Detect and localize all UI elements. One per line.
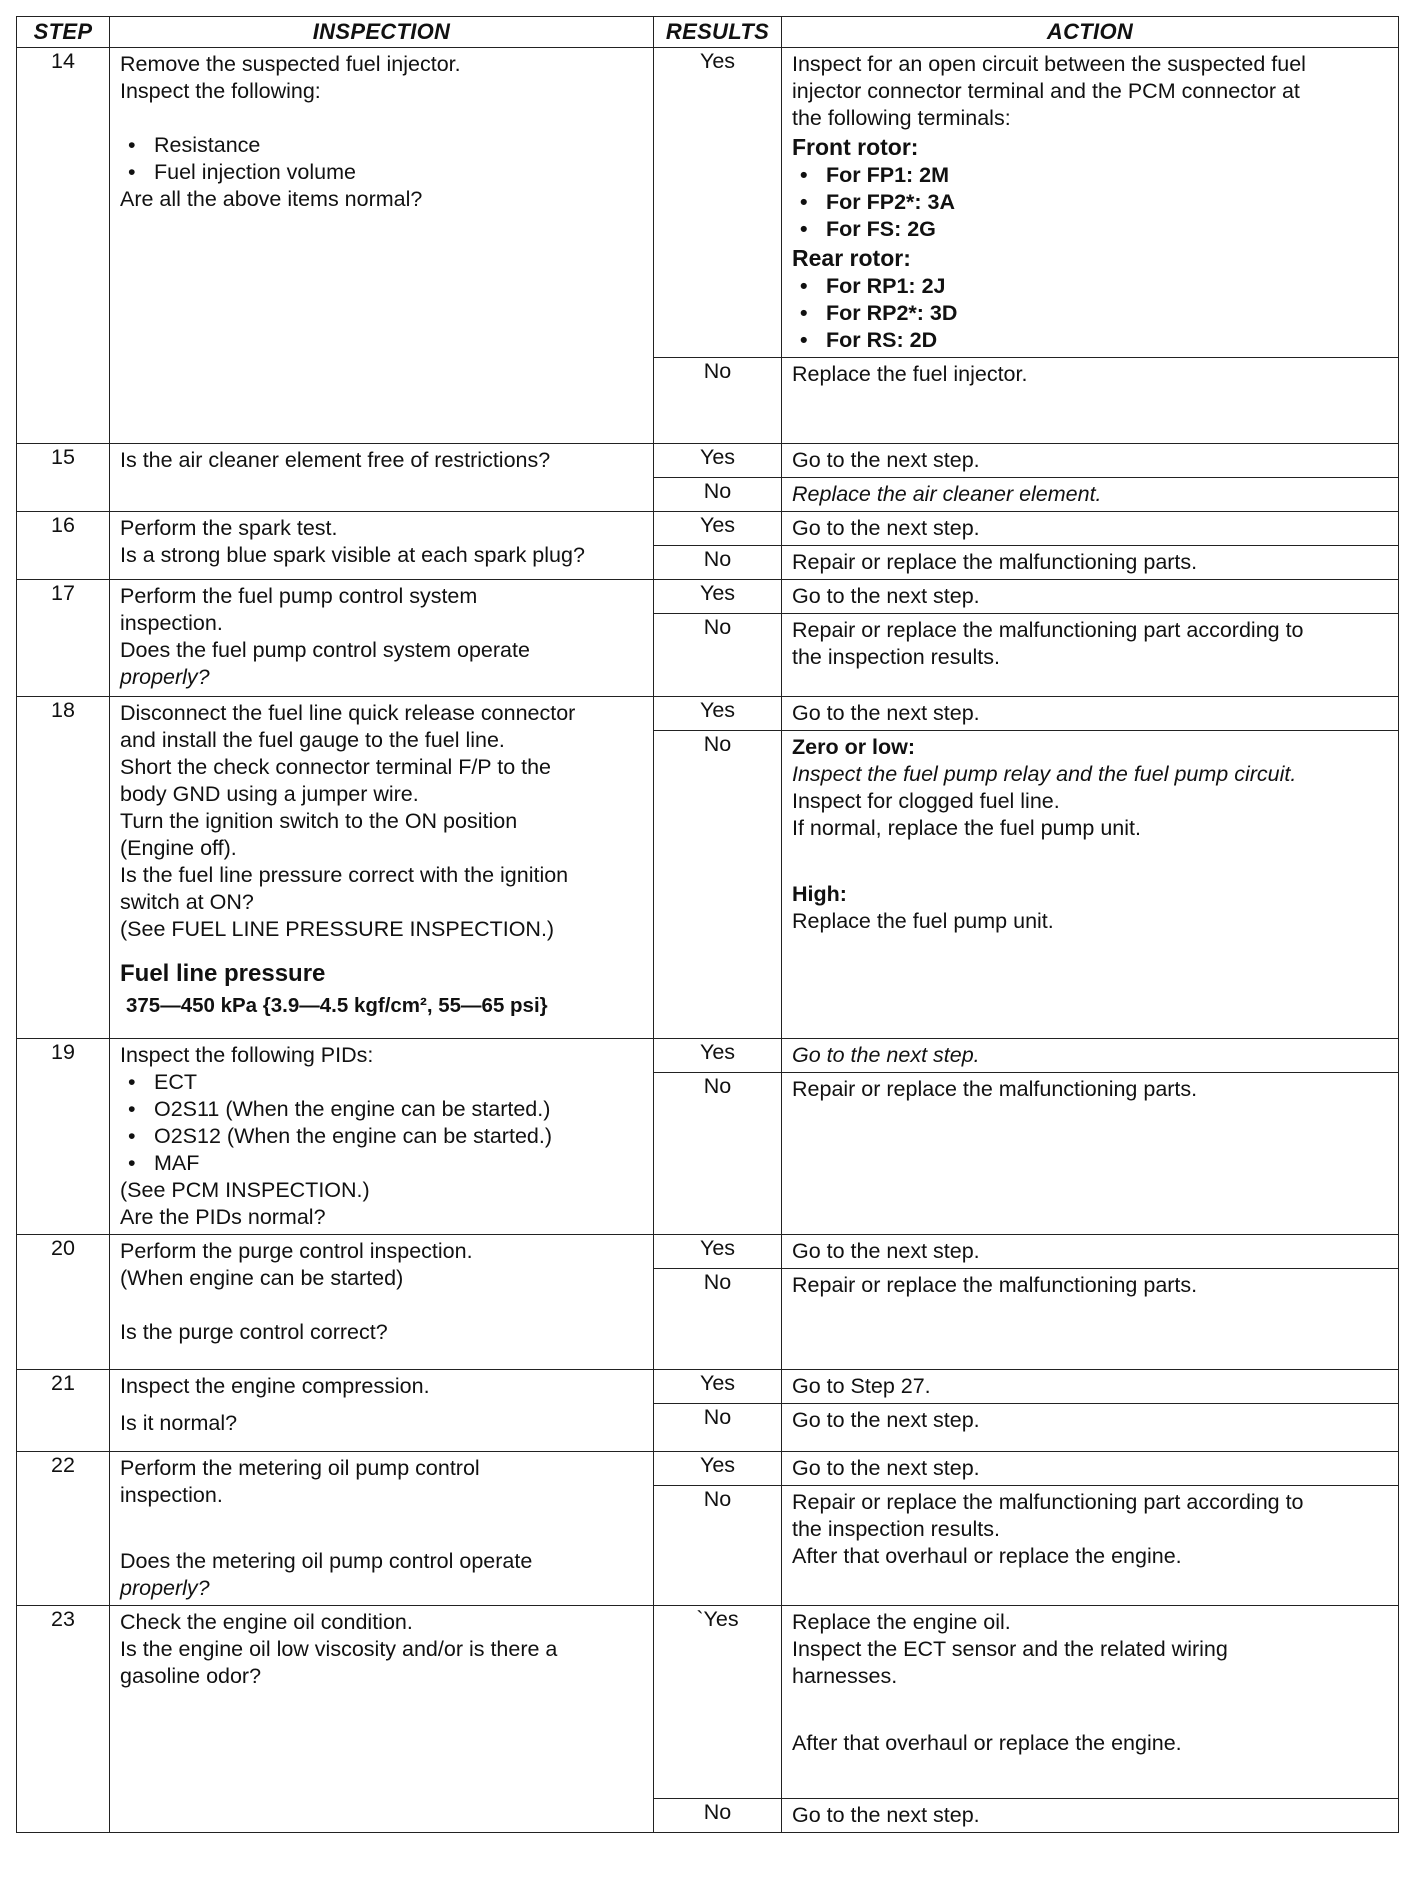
inspection-line: Perform the purge control inspection.	[120, 1239, 473, 1263]
action-line: Repair or replace the malfunctioning parts.	[792, 1273, 1198, 1297]
action-cell	[782, 1799, 1399, 1833]
inspection-line: Is the air cleaner element free of restrictions?	[120, 448, 551, 472]
inspection-cell	[110, 580, 654, 697]
step-number: 17	[17, 580, 110, 697]
inspection-line: inspection.	[120, 1483, 223, 1507]
inspection-line: Inspect the following:	[120, 79, 321, 103]
action-line: After that overhaul or replace the engine.	[792, 1544, 1182, 1569]
step-number: 15	[17, 444, 110, 512]
result-no: No	[654, 1404, 782, 1452]
step-number: 22	[17, 1452, 110, 1606]
action-line: Repair or replace the malfunctioning parts.	[792, 1077, 1198, 1102]
result-yes: Yes	[654, 444, 782, 478]
inspection-line: body GND using a jumper wire.	[120, 782, 419, 806]
action-cell	[782, 48, 1399, 358]
list-item: • For RP2*: 3D	[792, 300, 1388, 327]
action-line: Go to the next step.	[792, 1803, 980, 1827]
inspection-line: (See FUEL LINE PRESSURE INSPECTION.)	[120, 917, 555, 941]
inspection-line: Inspect the following PIDs:	[120, 1043, 374, 1067]
action-cell	[782, 546, 1399, 580]
inspection-question: Is it normal?	[120, 1411, 238, 1435]
result-no: No	[654, 1486, 782, 1606]
list-item: • Fuel injection volume	[120, 159, 643, 186]
list-item: • For FP2*: 3A	[792, 189, 1388, 216]
inspection-question: Are all the above items normal?	[120, 187, 423, 211]
result-no: No	[654, 358, 782, 444]
list-item: • O2S12 (When the engine can be started.)	[120, 1123, 643, 1150]
action-line: injector connector terminal and the PCM connector at	[792, 79, 1300, 103]
action-line: After that overhaul or replace the engine.	[792, 1731, 1182, 1755]
action-line: Replace the fuel pump unit.	[792, 909, 1054, 933]
inspection-line: (See PCM INSPECTION.)	[120, 1178, 370, 1202]
inspection-cell	[110, 1606, 654, 1833]
result-yes: Yes	[654, 1452, 782, 1486]
header-row	[17, 17, 1399, 48]
action-cell	[782, 580, 1399, 614]
inspection-cell	[110, 512, 654, 580]
inspection-line: Check the engine oil condition.	[120, 1610, 413, 1634]
action-cell	[782, 1486, 1399, 1606]
pressure-spec-value: 375—450 kPa {3.9—4.5 kgf/cm², 55—65 psi}	[126, 994, 548, 1017]
list-item: • MAF	[120, 1150, 643, 1177]
high-title: High:	[792, 882, 847, 906]
inspection-cell	[110, 1370, 654, 1452]
inspection-line: Perform the spark test.	[120, 516, 338, 540]
action-cell	[782, 614, 1399, 697]
action-line: Repair or replace the malfunctioning part according to	[792, 1490, 1304, 1515]
action-line: Repair or replace the malfunctioning part according to	[792, 618, 1304, 642]
action-cell	[782, 1404, 1399, 1452]
result-no: No	[654, 614, 782, 697]
result-yes: Yes	[654, 512, 782, 546]
action-line: If normal, replace the fuel pump unit.	[792, 816, 1141, 840]
inspection-line: Is a strong blue spark visible at each spark plug?	[120, 543, 585, 567]
inspection-cell	[110, 48, 654, 444]
result-no: No	[654, 1269, 782, 1370]
action-cell	[782, 1039, 1399, 1073]
inspection-line: Does the fuel pump control system operate	[120, 638, 530, 662]
action-line: Go to the next step.	[792, 1456, 980, 1480]
step-number: 20	[17, 1235, 110, 1370]
step-number: 14	[17, 48, 110, 444]
step-number: 16	[17, 512, 110, 580]
pressure-spec-title: Fuel line pressure	[120, 960, 326, 987]
inspection-line: Is the fuel line pressure correct with the ignition	[120, 863, 569, 887]
action-line: Go to the next step.	[792, 1043, 980, 1067]
inspection-question: Are the PIDs normal?	[120, 1205, 326, 1229]
result-yes: `Yes	[654, 1606, 782, 1799]
action-cell	[782, 1269, 1399, 1370]
inspection-line: properly?	[120, 665, 210, 689]
result-yes: Yes	[654, 580, 782, 614]
action-line: Repair or replace the malfunctioning parts.	[792, 550, 1198, 574]
list-item: • For RP1: 2J	[792, 273, 1388, 300]
step-number: 23	[17, 1606, 110, 1833]
action-cell	[782, 1452, 1399, 1486]
inspection-cell	[110, 1039, 654, 1235]
list-item: • For FP1: 2M	[792, 162, 1388, 189]
inspection-line: Inspect the engine compression.	[120, 1374, 430, 1398]
table-row	[17, 1235, 1399, 1269]
inspection-line: gasoline odor?	[120, 1664, 262, 1688]
table-row	[17, 48, 1399, 358]
result-yes: Yes	[654, 1235, 782, 1269]
action-cell	[782, 444, 1399, 478]
inspection-line: Turn the ignition switch to the ON position	[120, 809, 518, 833]
list-item: • ECT	[120, 1069, 643, 1096]
result-no: No	[654, 546, 782, 580]
list-item: • For RS: 2D	[792, 327, 1388, 354]
inspection-line: inspection.	[120, 611, 223, 635]
inspection-line: (Engine off).	[120, 836, 237, 860]
inspection-cell	[110, 444, 654, 512]
result-yes: Yes	[654, 1370, 782, 1404]
table-row	[17, 580, 1399, 614]
table-row	[17, 1452, 1399, 1486]
action-line: Replace the air cleaner element.	[792, 482, 1102, 506]
step-number: 19	[17, 1039, 110, 1235]
action-cell	[782, 1370, 1399, 1404]
result-no: No	[654, 1073, 782, 1235]
result-no: No	[654, 1799, 782, 1833]
action-line: Go to the next step.	[792, 1408, 980, 1432]
zero-low-title: Zero or low:	[792, 735, 916, 759]
inspection-question: properly?	[120, 1576, 210, 1600]
table-row	[17, 512, 1399, 546]
header-results: RESULTS	[654, 17, 782, 48]
diagnostic-table	[16, 16, 1399, 1833]
list-item: • Resistance	[120, 132, 643, 159]
inspection-line: Short the check connector terminal F/P to the	[120, 755, 552, 779]
front-rotor-title: Front rotor:	[792, 134, 919, 160]
header-step: STEP	[17, 17, 110, 48]
inspection-cell	[110, 1452, 654, 1606]
action-line: Go to the next step.	[792, 584, 980, 608]
table-row	[17, 444, 1399, 478]
step-number: 18	[17, 697, 110, 1039]
action-line: Inspect the ECT sensor and the related wiring	[792, 1637, 1228, 1661]
result-no: No	[654, 731, 782, 1039]
inspection-line: Disconnect the fuel line quick release connector	[120, 701, 576, 725]
header-action: ACTION	[782, 17, 1399, 48]
result-yes: Yes	[654, 697, 782, 731]
action-line: Go to the next step.	[792, 701, 980, 725]
action-line: Replace the fuel injector.	[792, 362, 1028, 386]
action-line: Go to the next step.	[792, 516, 980, 540]
inspection-cell	[110, 1235, 654, 1370]
inspection-question: Does the metering oil pump control operate	[120, 1549, 533, 1573]
step-number: 21	[17, 1370, 110, 1452]
action-cell	[782, 512, 1399, 546]
action-line: Inspect for clogged fuel line.	[792, 789, 1060, 813]
rear-rotor-title: Rear rotor:	[792, 245, 911, 271]
list-item: • O2S11 (When the engine can be started.)	[120, 1096, 643, 1123]
table-row	[17, 1370, 1399, 1404]
action-line: harnesses.	[792, 1664, 898, 1688]
action-cell	[782, 358, 1399, 444]
action-line: Go to Step 27.	[792, 1374, 931, 1398]
action-line: the inspection results.	[792, 645, 1000, 669]
table-row	[17, 1606, 1399, 1799]
action-cell	[782, 697, 1399, 731]
action-line: the inspection results.	[792, 1517, 1000, 1542]
inspection-line: switch at ON?	[120, 890, 254, 914]
action-line: Inspect for an open circuit between the suspected fuel	[792, 52, 1306, 76]
result-yes: Yes	[654, 48, 782, 358]
action-cell	[782, 1606, 1399, 1799]
result-yes: Yes	[654, 1039, 782, 1073]
action-cell	[782, 1235, 1399, 1269]
action-cell	[782, 731, 1399, 1039]
inspection-cell	[110, 697, 654, 1039]
action-line: Replace the engine oil.	[792, 1610, 1011, 1634]
inspection-question: Is the purge control correct?	[120, 1320, 388, 1344]
result-no: No	[654, 478, 782, 512]
action-line: Go to the next step.	[792, 448, 980, 472]
action-cell	[782, 1073, 1399, 1235]
action-line: the following terminals:	[792, 106, 1011, 130]
inspection-line: Perform the metering oil pump control	[120, 1456, 480, 1480]
action-line: Go to the next step.	[792, 1239, 980, 1263]
table-row	[17, 1039, 1399, 1073]
table-row	[17, 697, 1399, 731]
inspection-line: (When engine can be started)	[120, 1266, 404, 1290]
inspection-line: and install the fuel gauge to the fuel line.	[120, 728, 505, 752]
header-inspection: INSPECTION	[110, 17, 654, 48]
inspection-line: Remove the suspected fuel injector.	[120, 52, 461, 76]
action-line: Inspect the fuel pump relay and the fuel pump circuit.	[792, 762, 1297, 786]
inspection-line: Perform the fuel pump control system	[120, 584, 478, 608]
list-item: • For FS: 2G	[792, 216, 1388, 243]
inspection-line: Is the engine oil low viscosity and/or is there a	[120, 1637, 558, 1661]
action-cell	[782, 478, 1399, 512]
